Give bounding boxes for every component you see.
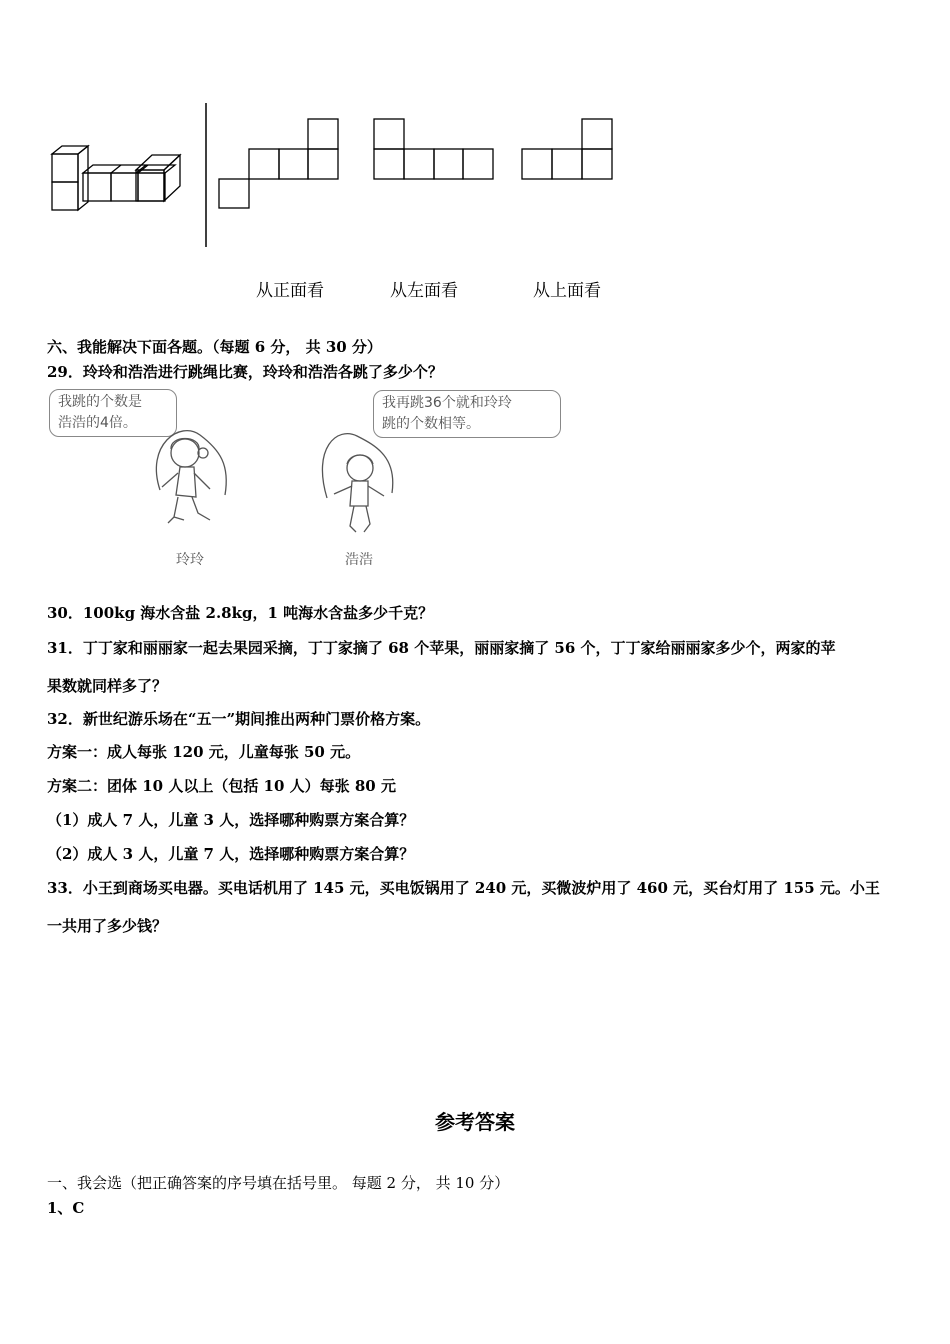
isometric-cube-solid xyxy=(52,146,180,210)
top-view-grid xyxy=(522,119,612,179)
question-32-sub1: （1）成人 7 人，儿童 3 人，选择哪种购票方案合算？ xyxy=(47,811,415,829)
boy-jumping-rope-illustration xyxy=(312,428,412,543)
question-32-plan2: 方案二：团体 10 人以上（包括 10 人）每张 80 元 xyxy=(47,777,396,795)
question-33-line2: 一共用了多少钱？ xyxy=(47,917,168,935)
left-view-grid xyxy=(374,119,493,179)
bubble-left-line2: 浩浩的4倍。 xyxy=(58,415,137,431)
question-30: 30．100kg 海水含盐 2.8kg，1 吨海水含盐多少千克？ xyxy=(47,604,434,622)
question-32-line1: 32．新世纪游乐场在“五一”期间推出两种门票价格方案。 xyxy=(47,710,431,728)
question-32-plan1: 方案一：成人每张 120 元，儿童每张 50 元。 xyxy=(47,743,361,761)
section-6-heading: 六、我能解决下面各题。（每题 6 分， 共 30 分） xyxy=(47,338,382,356)
left-view-label: 从左面看 xyxy=(390,281,458,301)
bubble-left-line1: 我跳的个数是 xyxy=(58,394,142,410)
answers-title: 参考答案 xyxy=(435,1110,515,1134)
question-32-sub2: （2）成人 3 人，儿童 7 人，选择哪种购票方案合算？ xyxy=(47,845,415,863)
answer-1: 1、C xyxy=(47,1199,85,1217)
question-29: 29．玲玲和浩浩进行跳绳比赛，玲玲和浩浩各跳了多少个？ xyxy=(47,363,443,381)
front-view-grid xyxy=(219,119,338,208)
question-31-line1: 31．丁丁家和丽丽家一起去果园采摘，丁丁家摘了 68 个苹果，丽丽家摘了 56 个，丁丁家给丽丽家多少个，两家的苹 xyxy=(47,639,836,657)
cube-views-figure xyxy=(40,95,640,255)
bubble-right-line1: 我再跳36个就和玲玲 xyxy=(382,395,512,411)
answers-section-1-heading: 一、我会选（把正确答案的序号填在括号里。 每题 2 分， 共 10 分） xyxy=(47,1174,510,1192)
question-31-line2: 果数就同样多了？ xyxy=(47,677,168,695)
name-haohao: 浩浩 xyxy=(345,552,373,568)
front-view-label: 从正面看 xyxy=(256,281,324,301)
name-lingling: 玲玲 xyxy=(176,552,204,568)
girl-jumping-rope-illustration xyxy=(140,425,250,545)
top-view-label: 从上面看 xyxy=(533,281,601,301)
question-33-line1: 33．小王到商场买电器。买电话机用了 145 元，买电饭锅用了 240 元，买微波炉用了 460 元，买台灯用了 155 元。小王 xyxy=(47,879,880,897)
bubble-right-line2: 跳的个数相等。 xyxy=(382,416,480,432)
